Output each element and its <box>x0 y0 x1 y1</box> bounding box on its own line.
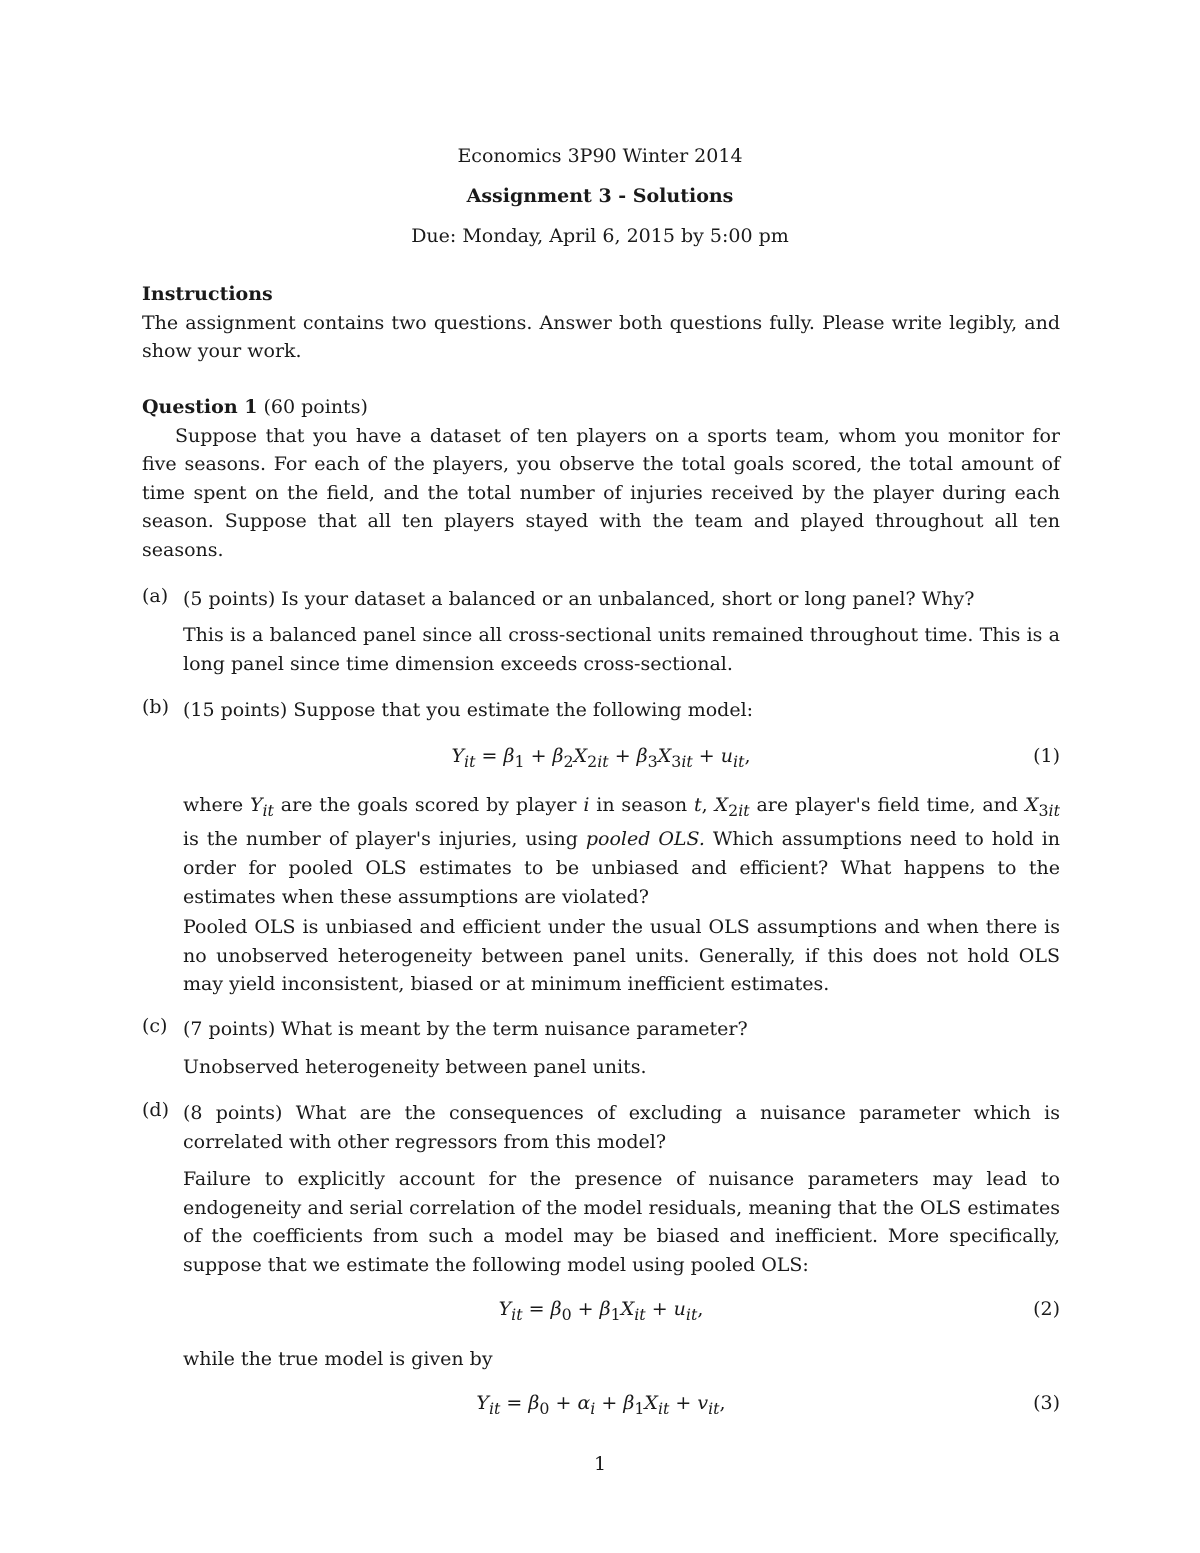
part-c-label: (c) <box>142 1015 168 1037</box>
part-b-label: (b) <box>142 696 169 718</box>
part-c-question: (7 points) What is meant by the term nuisance parameter? <box>183 1018 748 1040</box>
equation-1 <box>142 745 1060 775</box>
question1-points: (60 points) <box>257 396 368 418</box>
equation-3 <box>142 1392 1060 1422</box>
page-number: 1 <box>593 1453 607 1475</box>
question1-section <box>142 393 1060 565</box>
instructions-section <box>142 280 1060 366</box>
question1-heading: Question 1 <box>142 396 258 418</box>
equation-2-number: (2) <box>1033 1298 1060 1320</box>
part-a-answer: This is a balanced panel since all cross-sectional units remained throughout time. This is a long panel since time dimension exceeds cross-sectional. <box>183 624 1060 675</box>
part-b-where: where $Y_{it}$ are the goals scored by player i in season t, $X_{2it}$ are player's field time, and $X_{3it}$ is the number of player's injuries, using pooled OLS. Which assumptions need to hold in order for pooled OLS estimates to be unbiased and efficient? What happens to the estimates when these assumptions are violated? <box>183 794 1061 908</box>
pooled-ols-emphasis: pooled OLS. <box>585 828 705 851</box>
question1-heading-line <box>142 393 1060 422</box>
instructions-heading: Instructions <box>142 283 273 305</box>
equation-1-expression: $Y_{it} = \beta_1 + \beta_2X_{2it} + \beta_3X_{3it} + u_{it}$, <box>451 745 751 771</box>
part-a-label: (a) <box>142 585 169 607</box>
true-model-text: while the true model is given by <box>183 1348 493 1370</box>
equation-3-number: (3) <box>1033 1392 1060 1414</box>
part-b-answer: Pooled OLS is unbiased and efficient under the usual OLS assumptions and when there is no unobserved heterogeneity between panel units. Generally, if this does not hold OLS may yield inconsistent, biased or at minimum inefficient estimates. <box>183 916 1060 996</box>
equation-1-number: (1) <box>1033 745 1060 767</box>
equation-2-expression: $Y_{it} = \beta_0 + \beta_1X_{it} + u_{it}$, <box>498 1298 704 1324</box>
instructions-text: The assignment contains two questions. Answer both questions fully. Please write legibly, and show your work. <box>142 311 1060 363</box>
part-d-answer: Failure to explicitly account for the presence of nuisance parameters may lead to endogeneity and serial correlation of the model residuals, meaning that the OLS estimates of the coefficients from such a model may be biased and inefficient. More specifically, suppose that we estimate the following model using pooled OLS: <box>183 1168 1060 1276</box>
part-d-label: (d) <box>142 1099 169 1121</box>
part-c-answer: Unobserved heterogeneity between panel units. <box>183 1056 647 1078</box>
part-b-question: (15 points) Suppose that you estimate the following model: <box>183 699 754 721</box>
equation-3-expression: $Y_{it} = \beta_0 + \alpha_i + \beta_1X_{it} + v_{it}$, <box>476 1392 726 1418</box>
assignment-title: Assignment 3 - Solutions <box>466 185 734 207</box>
part-a-question: (5 points) Is your dataset a balanced or an unbalanced, short or long panel? Why? <box>183 588 975 610</box>
question1-intro: Suppose that you have a dataset of ten players on a sports team, whom you monitor for five seasons. For each of the players, you observe the total goals scored, the total amount of time spent on the field, and the total number of injuries received by the player during each season. Suppose that all ten players stayed with the team and played throughout all ten seasons. <box>142 424 1060 561</box>
course-title: Economics 3P90 Winter 2014 <box>457 145 743 167</box>
equation-2 <box>142 1298 1060 1328</box>
due-date: Due: Monday, April 6, 2015 by 5:00 pm <box>411 225 789 247</box>
part-d-question: (8 points) What are the consequences of excluding a nuisance parameter which is correlated with other regressors from this model? <box>183 1102 1060 1153</box>
